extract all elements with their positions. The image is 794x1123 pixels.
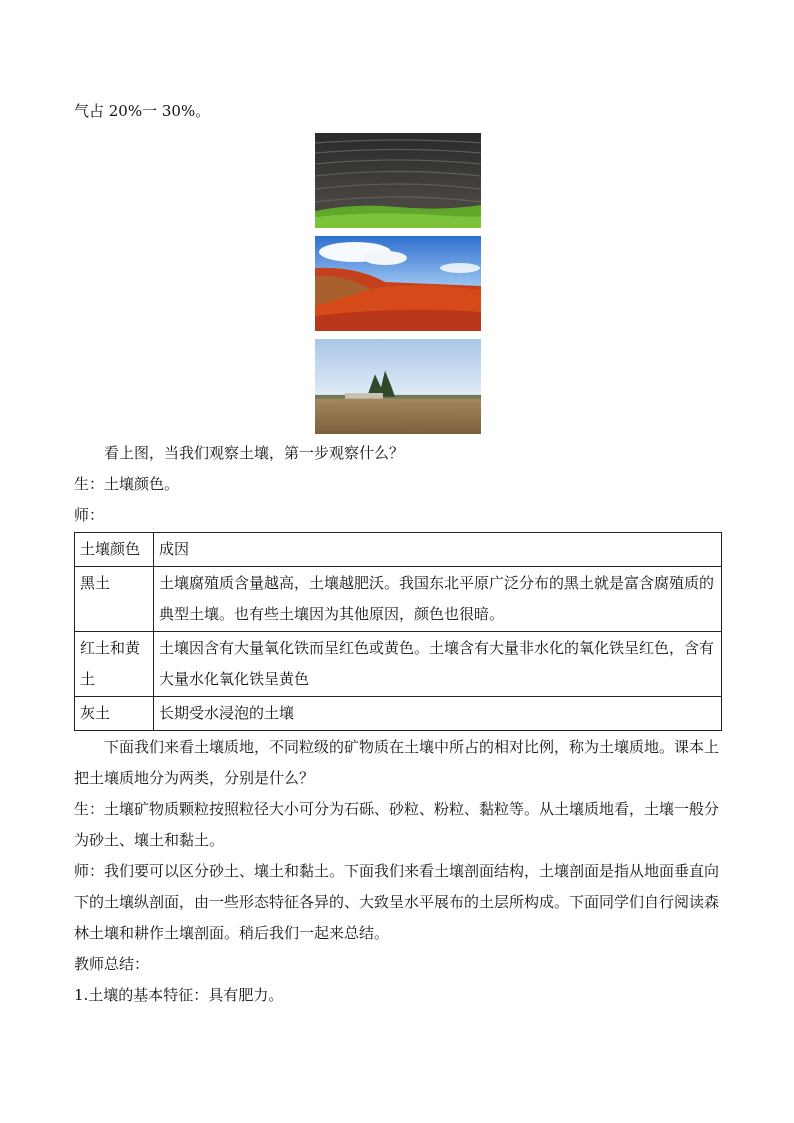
question-1: 看上图，当我们观察土壤，第一步观察什么？ (104, 444, 405, 462)
grey-soil-photo (315, 339, 481, 434)
paragraph-texture: 下面我们来看土壤质地，不同粒级的矿物质在土壤中所占的相对比例，称为土壤质地。课本上把土壤质地分为两类，分别是什么？ (74, 738, 720, 787)
table-row (75, 697, 722, 731)
red-soil-photo (315, 236, 481, 331)
soil-color-table (74, 532, 722, 731)
table-cell-color: 灰土 (75, 697, 154, 731)
table-header-color: 土壤颜色 (75, 533, 154, 567)
student-answer-2: 生：土壤矿物质颗粒按照粒径大小可分为石砾、砂粒、粉粒、黏粒等。从土壤质地看，土壤一般分为砂土、壤土和黏土。 (74, 800, 720, 849)
teacher-explanation-2: 师：我们要可以区分砂土、壤土和黏土。下面我们来看土壤剖面结构，土壤剖面是指从地面垂直向下的土壤纵剖面，由一些形态特征各异的、大致呈水平展布的土层所构成。下面同学们自行阅读森林土壤和耕作土壤剖面。稍后我们一起来总结。 (74, 862, 720, 942)
intro-tail: 气占 20%一 30%。 (74, 102, 211, 120)
table-cell-cause: 土壤腐殖质含量越高，土壤越肥沃。我国东北平原广泛分布的黑土就是富含腐殖质的典型土壤。也有些土壤因为其他原因，颜色也很暗。 (154, 567, 722, 632)
table-row (75, 632, 722, 697)
table-header-cause: 成因 (154, 533, 722, 567)
student-answer-1: 生：土壤颜色。 (74, 475, 180, 493)
table-cell-color: 黑土 (75, 567, 154, 632)
document-page (74, 96, 722, 1011)
table-cell-cause: 土壤因含有大量氧化铁而呈红色或黄色。土壤含有大量非水化的氧化铁呈红色，含有大量水化氧化铁呈黄色 (154, 632, 722, 697)
black-soil-photo (315, 133, 481, 228)
summary-item-1: 1.土壤的基本特征：具有肥力。 (74, 986, 284, 1004)
table-cell-cause: 长期受水浸泡的土壤 (154, 697, 722, 731)
summary-title: 教师总结： (74, 955, 150, 973)
soil-figures (74, 133, 722, 434)
teacher-label-1: 师： (74, 506, 105, 524)
table-row (75, 567, 722, 632)
table-header-row (75, 533, 722, 567)
table-cell-color: 红土和黄土 (75, 632, 154, 697)
